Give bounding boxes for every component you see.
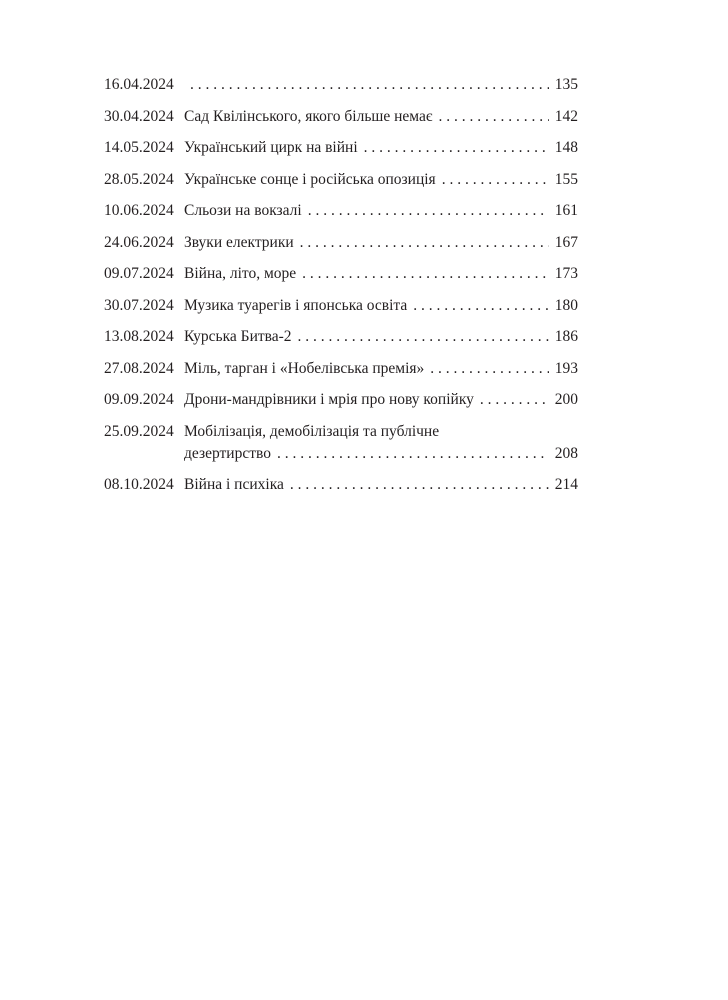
toc-dot-leader	[302, 263, 549, 285]
toc-entry	[104, 474, 578, 496]
toc-entry	[104, 358, 578, 380]
toc-entry	[104, 421, 578, 465]
toc-title-line-2: дезертирство	[184, 444, 271, 462]
toc-page-number: 155	[554, 170, 578, 188]
toc-page-number: 148	[554, 139, 578, 156]
toc-dot-leader	[480, 389, 549, 411]
toc-dot-leader	[364, 137, 549, 159]
toc-date: 08.10.2024	[104, 476, 174, 493]
toc-entry	[104, 389, 578, 411]
toc-dot-leader	[290, 474, 549, 496]
toc-dot-leader	[430, 358, 548, 380]
toc-page-number: 135	[554, 76, 578, 93]
toc-date: 30.07.2024	[104, 296, 174, 314]
toc-title: Українське сонце і російська опозиція	[184, 170, 436, 188]
toc-title: Війна, літо, море	[184, 265, 297, 282]
toc-title: Музика туарегів і японська освіта	[184, 296, 408, 314]
toc-page-number: 180	[554, 296, 578, 314]
toc-page-number: 193	[554, 359, 578, 377]
toc-entry	[104, 169, 578, 191]
toc-page-number: 186	[554, 328, 578, 345]
toc-entry	[104, 200, 578, 222]
toc-date: 09.07.2024	[104, 265, 174, 282]
toc-entry	[104, 295, 578, 317]
toc-date: 14.05.2024	[104, 139, 174, 156]
toc-date: 25.09.2024	[104, 422, 174, 440]
toc-title-line-1: Мобілізація, демобілізація та публічне	[184, 422, 440, 440]
toc-date: 13.08.2024	[104, 328, 174, 345]
toc-title: Дрони-мандрівники і мрія про нову копійку	[184, 391, 474, 408]
toc-date: 10.06.2024	[104, 202, 174, 219]
toc-date: 24.06.2024	[104, 233, 174, 251]
toc-page-number: 173	[554, 265, 578, 282]
toc-title: Міль, тарган і «Нобелівська премія»	[184, 359, 425, 377]
toc-entry	[104, 263, 578, 285]
toc-date: 09.09.2024	[104, 391, 174, 408]
toc-page-number: 200	[554, 391, 578, 408]
toc-date: 16.04.2024	[104, 76, 174, 93]
toc-entry	[104, 106, 578, 128]
toc-dot-leader	[442, 169, 549, 191]
toc-date: 27.08.2024	[104, 359, 174, 377]
table-of-contents	[104, 74, 578, 506]
toc-dot-leader	[300, 232, 549, 254]
toc-page-number: 214	[554, 476, 578, 493]
toc-entry	[104, 232, 578, 254]
toc-entry	[104, 137, 578, 159]
toc-entry	[104, 74, 578, 96]
toc-title: Звуки електрики	[184, 233, 294, 251]
toc-dot-leader	[298, 326, 549, 348]
toc-date: 28.05.2024	[104, 170, 174, 188]
toc-page-number: 142	[554, 107, 578, 125]
toc-dot-leader	[190, 74, 549, 96]
toc-title: Український цирк на війні	[184, 139, 358, 156]
toc-page-number: 167	[554, 233, 578, 251]
toc-dot-leader	[413, 295, 549, 317]
toc-dot-leader	[439, 106, 549, 128]
toc-date: 30.04.2024	[104, 107, 174, 125]
toc-title: Сад Квілінського, якого більше немає	[184, 107, 433, 125]
toc-title: Курська Битва-2	[184, 328, 292, 345]
toc-entry	[104, 326, 578, 348]
toc-page-number: 208	[554, 444, 578, 462]
toc-title: Сльози на вокзалі	[184, 202, 302, 219]
toc-page-number: 161	[554, 202, 578, 219]
toc-title: Війна і психіка	[184, 476, 284, 493]
toc-dot-leader	[277, 443, 549, 465]
toc-dot-leader	[308, 200, 549, 222]
